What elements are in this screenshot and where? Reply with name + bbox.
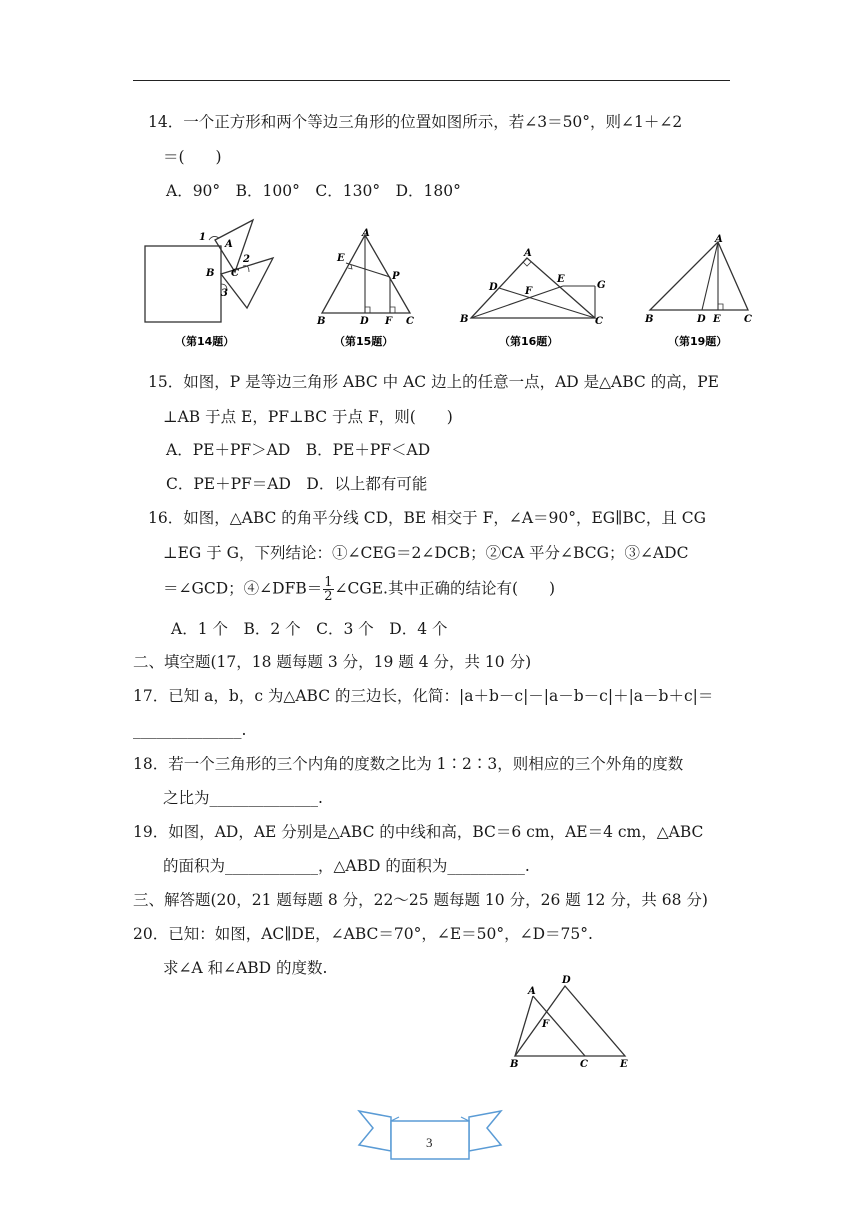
f20-label-B: B: [510, 1059, 519, 1070]
f14-label-B: B: [206, 268, 215, 279]
figure-15: [310, 225, 430, 359]
f20-label-D: D: [562, 975, 571, 986]
q16-line3: [163, 576, 555, 603]
q14-line1: 14．一个正方形和两个等边三角形的位置如图所示，若∠3＝50°，则∠1＋∠2: [148, 113, 683, 131]
f14-label-1: 1: [199, 232, 206, 243]
f16-label-G: G: [597, 280, 606, 291]
f19-label-C: C: [744, 314, 752, 325]
figure-19: [640, 230, 760, 359]
page-number: 3: [426, 1135, 433, 1150]
q18-line1: 18．若一个三角形的三个内角的度数之比为 1∶2∶3，则相应的三个外角的度数: [133, 755, 684, 773]
f19-label-E: E: [713, 314, 721, 325]
page-number-ribbon: [357, 1105, 503, 1169]
fraction-numerator: 1: [324, 575, 333, 590]
figure-16: [455, 240, 615, 359]
f16-label-F: F: [525, 286, 533, 297]
f15-label-P: P: [392, 271, 400, 282]
figure-14: [135, 212, 285, 361]
q17-line2: ______________.: [133, 721, 247, 739]
figure-20: [505, 970, 635, 1074]
f14-caption: （第14题）: [175, 335, 235, 348]
f15-caption: （第15题）: [334, 335, 394, 348]
f19-label-D: D: [697, 314, 706, 325]
f16-label-D: D: [489, 282, 498, 293]
f20-label-A: A: [528, 986, 536, 997]
q16-line3-end: ∠CGE.其中正确的结论有( ): [334, 579, 556, 598]
q15-line1: 15．如图，P 是等边三角形 ABC 中 AC 边上的任意一点，AD 是△ABC 的高，PE: [148, 373, 719, 391]
f15-label-E: E: [337, 253, 345, 264]
q15-option-row1: A．PE＋PF＞AD B．PE＋PF＜AD: [166, 441, 431, 459]
f16-label-C: C: [595, 316, 603, 327]
f14-label-3: 3: [221, 288, 228, 299]
f15-label-C: C: [406, 316, 414, 327]
q18-line2: 之比为______________.: [163, 789, 323, 807]
q16-options: A．1 个 B．2 个 C．3 个 D．4 个: [171, 620, 448, 638]
q16-fraction: [323, 576, 333, 603]
f16-caption: （第16题）: [499, 335, 559, 348]
f19-label-A: A: [715, 234, 723, 245]
f19-caption: （第19题）: [668, 335, 728, 348]
header-rule: [133, 80, 730, 81]
q20-line1: 20．已知：如图，AC∥DE，∠ABC＝70°，∠E＝50°，∠D＝75°.: [133, 925, 593, 943]
f20-label-C: C: [580, 1059, 588, 1070]
q19-line1: 19．如图，AD，AE 分别是△ABC 的中线和高，BC＝6 cm，AE＝4 cm，△ABC: [133, 823, 704, 841]
q16-line1: 16．如图，△ABC 的角平分线 CD，BE 相交于 F，∠A＝90°，EG∥BC，且 CG: [148, 509, 707, 527]
q20-line2: 求∠A 和∠ABD 的度数.: [163, 959, 328, 977]
f20-label-E: E: [620, 1059, 628, 1070]
f15-label-B: B: [317, 316, 326, 327]
f14-label-C: C: [231, 268, 239, 279]
section-fill-in-title: 二、填空题(17，18 题每题 3 分，19 题 4 分，共 10 分): [133, 653, 532, 671]
f20-label-F: F: [542, 1019, 550, 1030]
f15-label-D: D: [360, 316, 369, 327]
f14-label-A: A: [225, 239, 233, 250]
q16-line2: ⊥EG 于 G，下列结论：①∠CEG＝2∠DCB；②CA 平分∠BCG；③∠ADC: [163, 544, 689, 562]
q14-line2: ＝( ): [163, 148, 222, 166]
f15-label-F: F: [385, 316, 393, 327]
q14-options: A．90° B．100° C．130° D．180°: [166, 182, 461, 200]
fraction-denominator: 2: [324, 589, 333, 604]
f16-label-E: E: [557, 274, 565, 285]
f14-label-2: 2: [243, 254, 250, 265]
q17-line1: 17．已知 a，b，c 为△ABC 的三边长，化简：|a＋b－c|－|a－b－c|＋|a－b＋c|＝: [133, 687, 714, 705]
f15-label-A: A: [362, 228, 370, 239]
q16-line3-start: ＝∠GCD；④∠DFB＝: [163, 579, 323, 598]
q15-option-row2: C．PE＋PF＝AD D．以上都有可能: [166, 475, 428, 493]
f16-label-B: B: [460, 314, 469, 325]
f16-label-A: A: [524, 248, 532, 259]
q19-line2: 的面积为____________，△ABD 的面积为__________.: [163, 857, 530, 875]
q15-line2: ⊥AB 于点 E，PF⊥BC 于点 F，则( ): [163, 408, 453, 426]
section-solve-title: 三、解答题(20，21 题每题 8 分，22～25 题每题 10 分，26 题 12 分，共 68 分): [133, 891, 708, 909]
f19-label-B: B: [645, 314, 654, 325]
